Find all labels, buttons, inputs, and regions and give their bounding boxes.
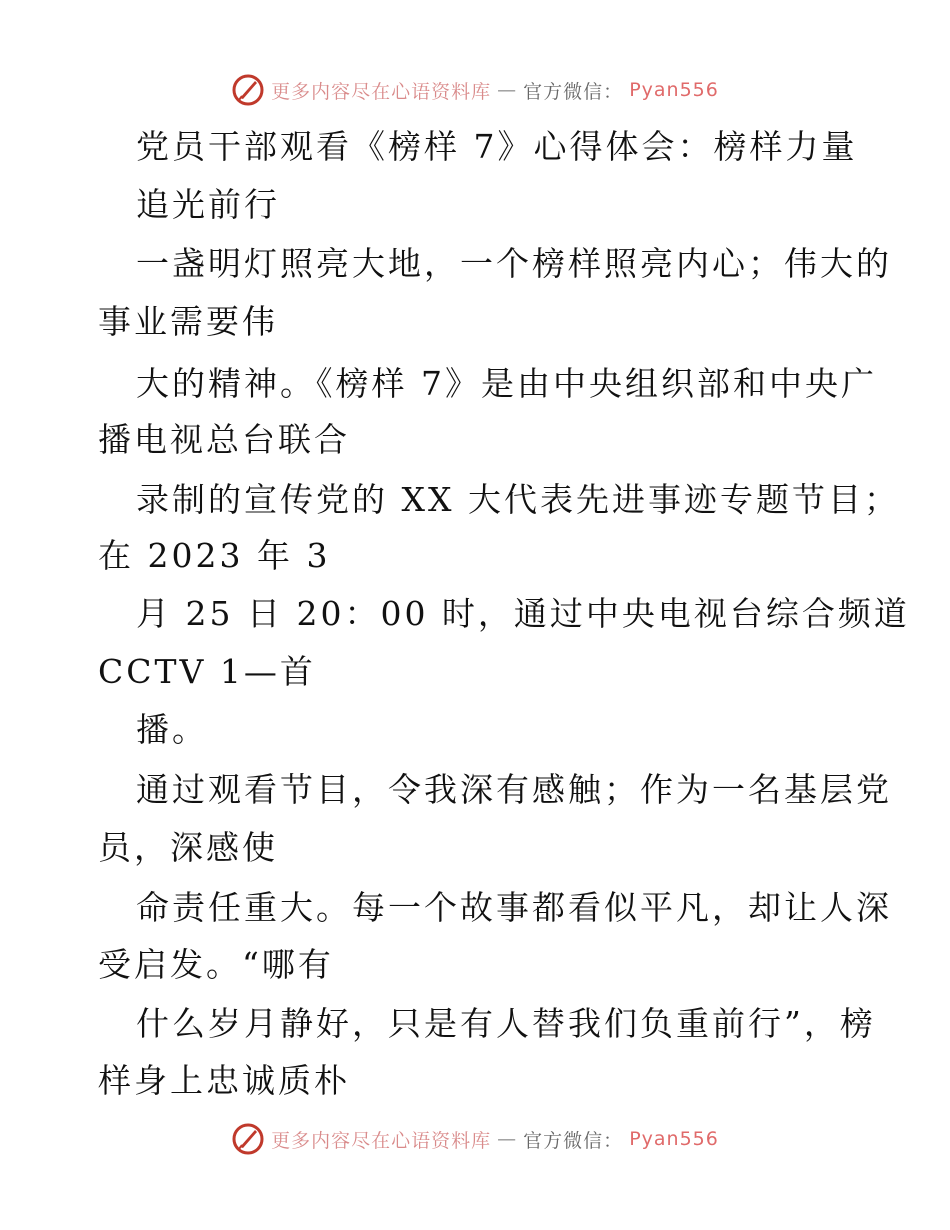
doc-line: 员，深感使 bbox=[98, 828, 278, 867]
banner-site-text: 更多内容尽在心语资料库 bbox=[271, 80, 492, 103]
banner-wechat-label: 官方微信： bbox=[523, 1129, 624, 1152]
doc-line: 什么岁月静好，只是有人替我们负重前行”，榜 bbox=[136, 1004, 876, 1043]
banner-separator: — bbox=[497, 1128, 518, 1150]
quill-logo-icon bbox=[231, 1122, 265, 1156]
doc-line: 播。 bbox=[136, 710, 208, 749]
footer-banner bbox=[0, 1121, 950, 1157]
doc-line: 事业需要伟 bbox=[98, 302, 278, 341]
doc-line: 录制的宣传党的 XX 大代表先进事迹专题节目； bbox=[136, 480, 900, 519]
banner-wechat-id: Pyan556 bbox=[629, 1128, 719, 1150]
banner-site-text: 更多内容尽在心语资料库 bbox=[271, 1129, 492, 1152]
doc-line: 播电视总台联合 bbox=[98, 420, 350, 459]
doc-line: 样身上忠诚质朴 bbox=[98, 1061, 350, 1100]
doc-line: 命责任重大。每一个故事都看似平凡，却让人深 bbox=[136, 888, 892, 927]
banner-wechat-label: 官方微信： bbox=[523, 80, 624, 103]
quill-logo-icon bbox=[231, 73, 265, 107]
doc-line: 受启发。“哪有 bbox=[98, 945, 334, 984]
banner-separator: — bbox=[497, 79, 518, 101]
doc-line: 通过观看节目，令我深有感触；作为一名基层党 bbox=[136, 770, 892, 809]
doc-line: 月 25 日 20：00 时，通过中央电视台综合频道 bbox=[136, 594, 910, 633]
doc-line: 大的精神。《榜样 7》是由中央组织部和中央广 bbox=[136, 364, 877, 403]
doc-title-line-1: 党员干部观看《榜样 7》心得体会：榜样力量 bbox=[136, 127, 858, 166]
doc-line: 在 2023 年 3 bbox=[98, 536, 331, 575]
banner-wechat-id: Pyan556 bbox=[629, 79, 719, 101]
header-banner bbox=[0, 72, 950, 108]
doc-line: 一盏明灯照亮大地，一个榜样照亮内心；伟大的 bbox=[136, 244, 892, 283]
doc-line: CCTV 1—首 bbox=[98, 652, 316, 691]
doc-title-line-2: 追光前行 bbox=[136, 185, 280, 224]
